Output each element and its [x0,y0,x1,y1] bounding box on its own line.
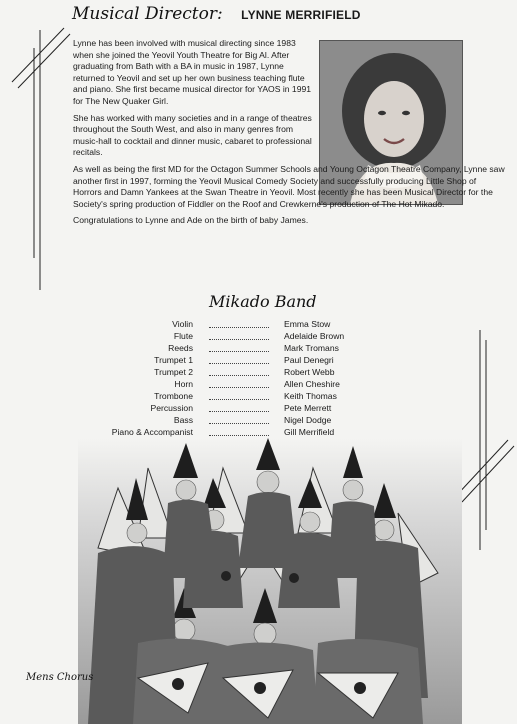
instrument: Percussion [150,403,193,413]
band-title: Mikado Band [209,292,317,311]
director-biography [73,38,505,232]
player-name: Keith Thomas [284,391,337,401]
bio-paragraph: Congratulations to Lynne and Ade on the birth of baby James. [73,215,309,226]
chorus-illustration [78,438,462,724]
player-name: Emma Stow [284,319,331,329]
instrument: Trombone [154,391,193,401]
player-name: Mark Tromans [284,343,339,353]
instrument: Violin [172,319,193,329]
chorus-photo [78,438,462,724]
band-row [0,426,517,438]
player-name: Pete Merrett [284,403,332,413]
bio-paragraph: As well as being the first MD for the Octagon Summer Schools and Young Octagon Theatre Company, Lynne saw another first in 1997, forming the Yeovil Musical Comedy Society and successfully producing Little Shop of Horrors and Damn Yankees at the Swan Theatre in Yeovil. Most recently she has been Musical Director for the Society's spring production of Fiddler on the Roof and Crewkerne's production of The Hot Mikado. [73,163,505,209]
instrument: Flute [173,331,193,341]
decorative-lines-top-left [0,0,80,300]
instrument: Trumpet 1 [154,355,193,365]
instrument: Trumpet 2 [154,367,193,377]
photo-caption: Mens Chorus [26,672,94,683]
role-title: Musical Director: [72,4,223,24]
instrument: Piano & Accompanist [111,427,193,437]
player-name: Nigel Dodge [284,415,332,425]
director-name: LYNNE MERRIFIELD [241,8,361,22]
leader-dots [209,423,269,436]
player-name: Allen Cheshire [284,379,340,389]
player-name: Gill Merrifield [284,427,335,437]
bio-paragraph: She has worked with many societies and in a range of theatres throughout the South West, and also in many genres from music-hall to cocktail and dinner music, cabaret to professional recitals. [73,112,312,158]
player-name: Paul Denegri [284,355,334,365]
player-name: Robert Webb [284,367,335,377]
player-name: Adelaide Brown [284,331,345,341]
instrument: Bass [173,415,193,425]
instrument: Horn [174,379,193,389]
bio-paragraph: Lynne has been involved with musical directing since 1983 when she joined the Yeovil Youth Theatre for Big Al. After graduating from Bath with a BA in music in 1987, Lynne returned to Yeovil and set up her own business teaching flute and piano. She first became musical director for YAOS in 1991 for The New Quaker Girl. [73,38,312,106]
instrument: Reeds [168,343,193,353]
page-header [72,4,361,24]
